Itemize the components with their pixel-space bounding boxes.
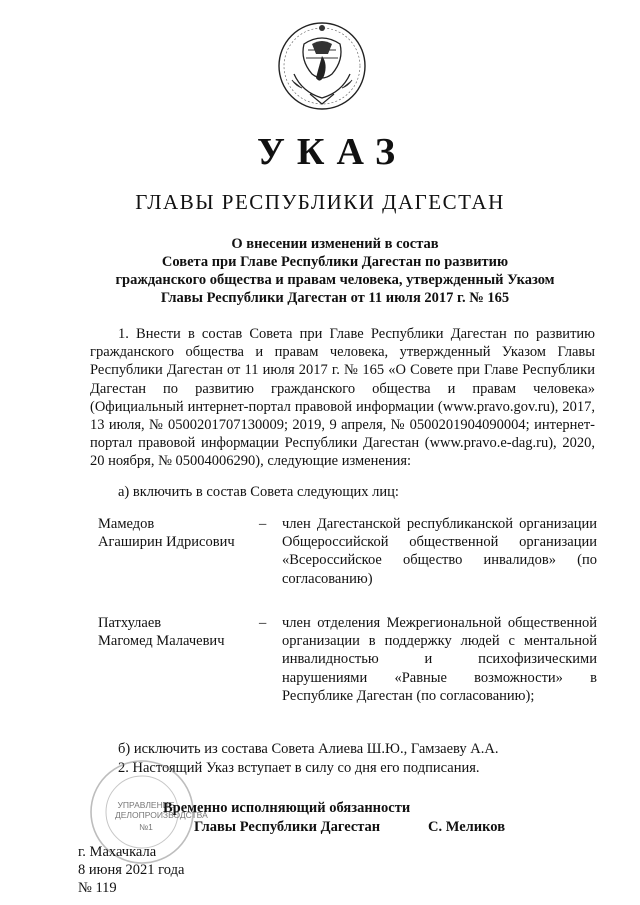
coat-of-arms-emblem [272,14,372,114]
signer-name: С. Меликов [428,819,506,835]
member-description: член отделения Межрегиональной общественной организации в поддержку людей с ментальной инвалидностью и психофизическими нарушениями «Равные возможности» в Республике Дагестан (по согласованию); [282,615,597,704]
stamp-line: УПРАВЛЕНИЕ [117,800,175,810]
member-description: член Дагестанской республиканской организации Общероссийской общественной организации «Всероссийское общество инвалидов» (по согласованию) [282,516,597,587]
decree-issuer: ГЛАВЫ РЕСПУБЛИКИ ДАГЕСТАН [135,190,505,214]
signer-position: Главы Республики Дагестан [194,819,381,835]
member-dash: – [259,615,267,631]
decree-title: УКАЗ [257,131,407,173]
heading-line: Главы Республики Дагестан от 11 июля 2017 г. № 165 [160,290,510,306]
heading-line: О внесении изменений в состав [231,236,439,252]
member-name [98,614,258,650]
member-dash: – [259,516,267,532]
stamp-line: ДЕЛОПРОИЗВОДСТВА [115,810,208,820]
member-surname: Патхулаев [98,615,162,631]
member-entry [92,515,597,595]
stamp-line: №1 [139,822,153,832]
member-given-names: Магомед Малачевич [98,633,225,650]
item-b: б) исключить из состава Совета Алиева Ш.Ю., Гамзаеву А.А. [118,741,499,757]
member-name [98,515,258,551]
date: 8 июня 2021 года [78,862,185,878]
heading-line: Совета при Главе Республики Дагестан по развитию [161,254,509,270]
decree-number: № 119 [78,880,117,896]
place-date-number [78,843,184,897]
heading-line: гражданского общества и правам человека, утвержденный Указом [115,272,555,288]
place: г. Махачкала [78,844,157,860]
member-entry [92,614,597,724]
member-given-names: Агаширин Идрисович [98,534,235,551]
item-2: 2. Настоящий Указ вступает в силу со дня его подписания. [118,760,480,776]
signer-role: Временно исполняющий обязанности [163,800,411,816]
paragraph-1: 1. Внести в состав Совета при Главе Республики Дагестан по развитию гражданского общества и правам человека, утвержденный Указом Главы Республики Дагестан от 11 июля 2017 г. № 165 «О Совете при Главе Республики Дагестан по развитию гражданского общества и правам человека» (Официальный интернет-портал правовой информации (www.pravo.gov.ru), 2017, 13 июля, № 0500201707130009; 2019, 9 апреля, № 0500201904090004; интернет-портал правовой информации Республики Дагестан (www.pravo.e-dag.ru), 2020, 20 ноября, № 05004006290), следующие изменения: [90,326,595,470]
decree-heading [80,235,590,307]
item-a: а) включить в состав Совета следующих лиц: [118,484,399,500]
member-surname: Мамедов [98,516,155,532]
decree-body [90,325,595,471]
